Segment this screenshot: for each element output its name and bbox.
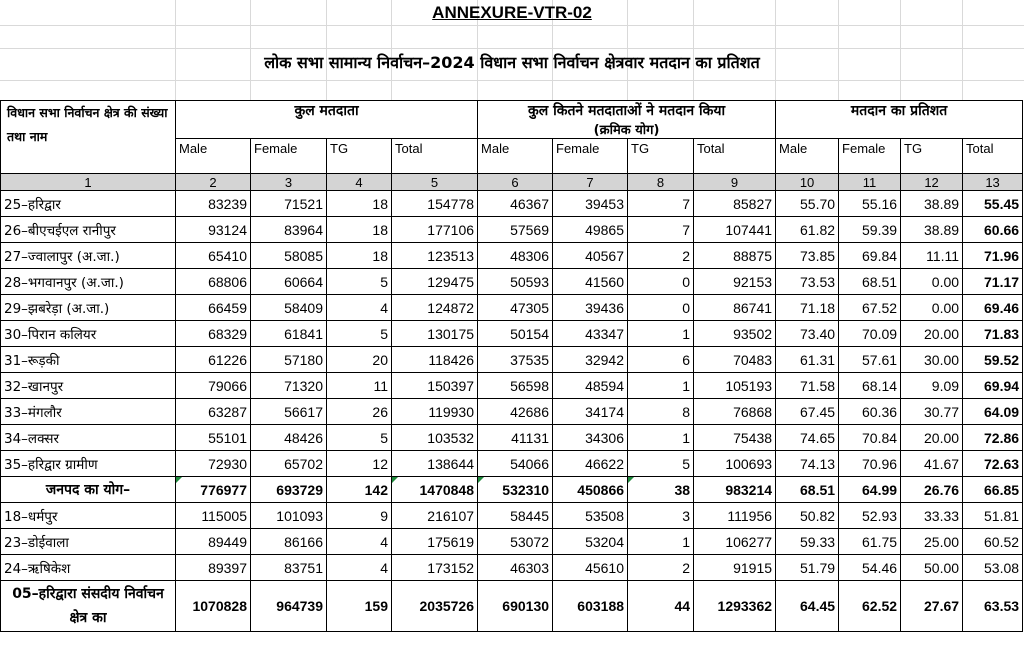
value-cell: 1 <box>628 373 694 399</box>
page-title <box>0 0 1024 25</box>
value-cell: 85827 <box>694 191 776 217</box>
value-cell: 39453 <box>553 191 628 217</box>
value-cell: 66.85 <box>963 477 1023 503</box>
value-cell: 58409 <box>251 295 327 321</box>
column-number-cell: 3 <box>251 174 327 191</box>
value-cell: 4 <box>327 295 392 321</box>
value-cell: 60.66 <box>963 217 1023 243</box>
value-cell: 9 <box>327 503 392 529</box>
value-cell: 50.82 <box>776 503 839 529</box>
value-cell: 159 <box>327 581 392 632</box>
value-cell: 70.09 <box>839 321 901 347</box>
value-cell: 69.84 <box>839 243 901 269</box>
value-cell: 61.75 <box>839 529 901 555</box>
table-row <box>1 347 1023 373</box>
value-cell: 61226 <box>176 347 251 373</box>
table-row <box>1 555 1023 581</box>
value-cell: 150397 <box>392 373 478 399</box>
column-number-cell: 11 <box>839 174 901 191</box>
value-cell: 73.85 <box>776 243 839 269</box>
value-cell: 11 <box>327 373 392 399</box>
value-cell: 60.52 <box>963 529 1023 555</box>
column-number-cell: 9 <box>694 174 776 191</box>
value-cell: 51.79 <box>776 555 839 581</box>
value-cell: 1 <box>628 529 694 555</box>
value-cell: 93124 <box>176 217 251 243</box>
value-cell: 1070828 <box>176 581 251 632</box>
value-cell: 83964 <box>251 217 327 243</box>
value-cell: 38 <box>628 477 694 503</box>
value-cell: 92153 <box>694 269 776 295</box>
value-cell: 69.46 <box>963 295 1023 321</box>
value-cell: 74.13 <box>776 451 839 477</box>
value-cell: 450866 <box>553 477 628 503</box>
value-cell: 103532 <box>392 425 478 451</box>
column-number-cell: 5 <box>392 174 478 191</box>
value-cell: 100693 <box>694 451 776 477</box>
constituency-name-cell: 18–धर्मपुर <box>1 503 176 529</box>
subheader-cell: TG <box>327 139 392 174</box>
value-cell: 60664 <box>251 269 327 295</box>
table-row <box>1 503 1023 529</box>
value-cell: 59.33 <box>776 529 839 555</box>
value-cell: 32942 <box>553 347 628 373</box>
value-cell: 70.84 <box>839 425 901 451</box>
value-cell: 61841 <box>251 321 327 347</box>
value-cell: 72.86 <box>963 425 1023 451</box>
value-cell: 8 <box>628 399 694 425</box>
value-cell: 46622 <box>553 451 628 477</box>
page-title-text: ANNEXURE-VTR-02 <box>432 3 592 22</box>
constituency-name-cell: 31–रूड़की <box>1 347 176 373</box>
constituency-name-cell: 29–झबरेड़ा (अ.जा.) <box>1 295 176 321</box>
value-cell: 66459 <box>176 295 251 321</box>
subheader-cell: TG <box>901 139 963 174</box>
value-cell: 25.00 <box>901 529 963 555</box>
table-row <box>1 295 1023 321</box>
header-column-numbers <box>1 174 1023 191</box>
constituency-name-cell: 05–हरिद्वारा संसदीय निर्वाचन क्षेत्र का <box>1 581 176 632</box>
value-cell: 38.89 <box>901 217 963 243</box>
value-cell: 175619 <box>392 529 478 555</box>
value-cell: 68.51 <box>839 269 901 295</box>
value-cell: 63.53 <box>963 581 1023 632</box>
value-cell: 62.52 <box>839 581 901 632</box>
value-cell: 55101 <box>176 425 251 451</box>
value-cell: 532310 <box>478 477 553 503</box>
value-cell: 142 <box>327 477 392 503</box>
subheader-cell: Female <box>839 139 901 174</box>
value-cell: 45610 <box>553 555 628 581</box>
value-cell: 74.65 <box>776 425 839 451</box>
column-number-cell: 2 <box>176 174 251 191</box>
column-number-cell: 6 <box>478 174 553 191</box>
subheader-cell: TG <box>628 139 694 174</box>
value-cell: 4 <box>327 529 392 555</box>
value-cell: 55.45 <box>963 191 1023 217</box>
value-cell: 71.17 <box>963 269 1023 295</box>
value-cell: 70483 <box>694 347 776 373</box>
subheader-cell: Male <box>176 139 251 174</box>
value-cell: 7 <box>628 191 694 217</box>
column-number-cell: 10 <box>776 174 839 191</box>
value-cell: 26 <box>327 399 392 425</box>
value-cell: 1293362 <box>694 581 776 632</box>
value-cell: 50.00 <box>901 555 963 581</box>
value-cell: 12 <box>327 451 392 477</box>
value-cell: 30.77 <box>901 399 963 425</box>
value-cell: 983214 <box>694 477 776 503</box>
value-cell: 0 <box>628 269 694 295</box>
header-turnout-percent: मतदान का प्रतिशत <box>776 101 1023 139</box>
value-cell: 75438 <box>694 425 776 451</box>
value-cell: 79066 <box>176 373 251 399</box>
value-cell: 48594 <box>553 373 628 399</box>
value-cell: 6 <box>628 347 694 373</box>
value-cell: 11.11 <box>901 243 963 269</box>
value-cell: 71.58 <box>776 373 839 399</box>
value-cell: 964739 <box>251 581 327 632</box>
value-cell: 86741 <box>694 295 776 321</box>
value-cell: 59.39 <box>839 217 901 243</box>
table-row <box>1 451 1023 477</box>
constituency-name-cell: 25–हरिद्वार <box>1 191 176 217</box>
subheader-cell: Male <box>478 139 553 174</box>
value-cell: 52.93 <box>839 503 901 529</box>
value-cell: 65410 <box>176 243 251 269</box>
value-cell: 56617 <box>251 399 327 425</box>
constituency-name-cell: 24–ऋषिकेश <box>1 555 176 581</box>
value-cell: 118426 <box>392 347 478 373</box>
value-cell: 71.96 <box>963 243 1023 269</box>
value-cell: 47305 <box>478 295 553 321</box>
value-cell: 18 <box>327 191 392 217</box>
value-cell: 61.82 <box>776 217 839 243</box>
table-row <box>1 373 1023 399</box>
value-cell: 38.89 <box>901 191 963 217</box>
value-cell: 106277 <box>694 529 776 555</box>
table-row <box>1 269 1023 295</box>
header-votes-cast-title: कुल कितने मतदाताओं ने मतदान किया <box>527 103 726 119</box>
value-cell: 72.63 <box>963 451 1023 477</box>
value-cell: 91915 <box>694 555 776 581</box>
value-cell: 57.61 <box>839 347 901 373</box>
value-cell: 88875 <box>694 243 776 269</box>
value-cell: 64.45 <box>776 581 839 632</box>
value-cell: 68329 <box>176 321 251 347</box>
value-cell: 2 <box>628 243 694 269</box>
value-cell: 53.08 <box>963 555 1023 581</box>
value-cell: 71320 <box>251 373 327 399</box>
value-cell: 40567 <box>553 243 628 269</box>
value-cell: 83751 <box>251 555 327 581</box>
column-number-cell: 12 <box>901 174 963 191</box>
value-cell: 30.00 <box>901 347 963 373</box>
value-cell: 68.14 <box>839 373 901 399</box>
value-cell: 57180 <box>251 347 327 373</box>
page-subtitle: लोक सभा सामान्य निर्वाचन–2024 विधान सभा निर्वाचन क्षेत्रवार मतदान का प्रतिशत <box>264 53 760 72</box>
value-cell: 71.18 <box>776 295 839 321</box>
value-cell: 48306 <box>478 243 553 269</box>
column-number-cell: 7 <box>553 174 628 191</box>
value-cell: 76868 <box>694 399 776 425</box>
value-cell: 53072 <box>478 529 553 555</box>
value-cell: 41560 <box>553 269 628 295</box>
value-cell: 64.99 <box>839 477 901 503</box>
value-cell: 51.81 <box>963 503 1023 529</box>
header-votes-cast-subtitle: (क्रमिक योग) <box>593 123 660 138</box>
value-cell: 119930 <box>392 399 478 425</box>
subheader-cell: Total <box>694 139 776 174</box>
value-cell: 2 <box>628 555 694 581</box>
column-number-cell: 13 <box>963 174 1023 191</box>
constituency-name-cell: 33–मंगलौर <box>1 399 176 425</box>
value-cell: 37535 <box>478 347 553 373</box>
value-cell: 67.52 <box>839 295 901 321</box>
subheader-cell: Total <box>392 139 478 174</box>
value-cell: 67.45 <box>776 399 839 425</box>
value-cell: 177106 <box>392 217 478 243</box>
value-cell: 72930 <box>176 451 251 477</box>
value-cell: 18 <box>327 217 392 243</box>
value-cell: 86166 <box>251 529 327 555</box>
value-cell: 50593 <box>478 269 553 295</box>
value-cell: 93502 <box>694 321 776 347</box>
value-cell: 55.70 <box>776 191 839 217</box>
value-cell: 124872 <box>392 295 478 321</box>
value-cell: 776977 <box>176 477 251 503</box>
value-cell: 59.52 <box>963 347 1023 373</box>
value-cell: 63287 <box>176 399 251 425</box>
column-number-cell: 1 <box>1 174 176 191</box>
subheader-cell: Female <box>251 139 327 174</box>
value-cell: 26.76 <box>901 477 963 503</box>
constituency-name-cell: 35–हरिद्वार ग्रामीण <box>1 451 176 477</box>
value-cell: 138644 <box>392 451 478 477</box>
value-cell: 3 <box>628 503 694 529</box>
value-cell: 27.67 <box>901 581 963 632</box>
value-cell: 5 <box>628 451 694 477</box>
value-cell: 1470848 <box>392 477 478 503</box>
constituency-name-cell: 23–डोईवाला <box>1 529 176 555</box>
value-cell: 173152 <box>392 555 478 581</box>
header-total-voters: कुल मतदाता <box>176 101 478 139</box>
value-cell: 20.00 <box>901 425 963 451</box>
value-cell: 48426 <box>251 425 327 451</box>
value-cell: 603188 <box>553 581 628 632</box>
constituency-name-cell: जनपद का योग– <box>1 477 176 503</box>
value-cell: 56598 <box>478 373 553 399</box>
value-cell: 115005 <box>176 503 251 529</box>
subheader-cell: Total <box>963 139 1023 174</box>
constituency-name-cell: 27–ज्वालापुर (अ.जा.) <box>1 243 176 269</box>
value-cell: 33.33 <box>901 503 963 529</box>
value-cell: 1 <box>628 425 694 451</box>
constituency-name-cell: 28–भगवानपुर (अ.जा.) <box>1 269 176 295</box>
value-cell: 41.67 <box>901 451 963 477</box>
value-cell: 107441 <box>694 217 776 243</box>
value-cell: 9.09 <box>901 373 963 399</box>
value-cell: 1 <box>628 321 694 347</box>
header-votes-cast <box>478 101 776 139</box>
constituency-name-cell: 32–खानपुर <box>1 373 176 399</box>
value-cell: 34306 <box>553 425 628 451</box>
value-cell: 690130 <box>478 581 553 632</box>
value-cell: 89397 <box>176 555 251 581</box>
column-number-cell: 4 <box>327 174 392 191</box>
value-cell: 64.09 <box>963 399 1023 425</box>
value-cell: 5 <box>327 321 392 347</box>
value-cell: 68806 <box>176 269 251 295</box>
value-cell: 0.00 <box>901 295 963 321</box>
value-cell: 111956 <box>694 503 776 529</box>
value-cell: 216107 <box>392 503 478 529</box>
subheader-cell: Male <box>776 139 839 174</box>
value-cell: 61.31 <box>776 347 839 373</box>
value-cell: 2035726 <box>392 581 478 632</box>
table-row <box>1 425 1023 451</box>
constituency-name-cell: 34–लक्सर <box>1 425 176 451</box>
value-cell: 70.96 <box>839 451 901 477</box>
value-cell: 58445 <box>478 503 553 529</box>
value-cell: 20 <box>327 347 392 373</box>
value-cell: 130175 <box>392 321 478 347</box>
value-cell: 68.51 <box>776 477 839 503</box>
value-cell: 7 <box>628 217 694 243</box>
value-cell: 18 <box>327 243 392 269</box>
constituency-name-cell: 26–बीएचईएल रानीपुर <box>1 217 176 243</box>
subheader-cell: Female <box>553 139 628 174</box>
value-cell: 89449 <box>176 529 251 555</box>
value-cell: 0.00 <box>901 269 963 295</box>
value-cell: 693729 <box>251 477 327 503</box>
value-cell: 44 <box>628 581 694 632</box>
value-cell: 0 <box>628 295 694 321</box>
gridline <box>0 25 1024 26</box>
table-row <box>1 399 1023 425</box>
column-number-cell: 8 <box>628 174 694 191</box>
turnout-table <box>0 100 1023 632</box>
gridline <box>0 80 1024 81</box>
value-cell: 83239 <box>176 191 251 217</box>
value-cell: 69.94 <box>963 373 1023 399</box>
value-cell: 60.36 <box>839 399 901 425</box>
value-cell: 123513 <box>392 243 478 269</box>
value-cell: 55.16 <box>839 191 901 217</box>
header-constituency: विधान सभा निर्वाचन क्षेत्र की संख्या तथा नाम <box>1 101 176 174</box>
value-cell: 154778 <box>392 191 478 217</box>
value-cell: 41131 <box>478 425 553 451</box>
table-row <box>1 217 1023 243</box>
value-cell: 54.46 <box>839 555 901 581</box>
value-cell: 71521 <box>251 191 327 217</box>
value-cell: 105193 <box>694 373 776 399</box>
value-cell: 73.40 <box>776 321 839 347</box>
constituency-name-cell: 30–पिरान कलियर <box>1 321 176 347</box>
value-cell: 54066 <box>478 451 553 477</box>
value-cell: 71.83 <box>963 321 1023 347</box>
table-row <box>1 529 1023 555</box>
grand-total-row <box>1 581 1023 632</box>
table-row <box>1 243 1023 269</box>
table-row <box>1 321 1023 347</box>
value-cell: 5 <box>327 269 392 295</box>
value-cell: 46367 <box>478 191 553 217</box>
value-cell: 39436 <box>553 295 628 321</box>
value-cell: 4 <box>327 555 392 581</box>
value-cell: 42686 <box>478 399 553 425</box>
value-cell: 53508 <box>553 503 628 529</box>
value-cell: 49865 <box>553 217 628 243</box>
value-cell: 53204 <box>553 529 628 555</box>
value-cell: 34174 <box>553 399 628 425</box>
value-cell: 101093 <box>251 503 327 529</box>
value-cell: 5 <box>327 425 392 451</box>
value-cell: 58085 <box>251 243 327 269</box>
value-cell: 73.53 <box>776 269 839 295</box>
value-cell: 50154 <box>478 321 553 347</box>
value-cell: 43347 <box>553 321 628 347</box>
table-row <box>1 191 1023 217</box>
value-cell: 57569 <box>478 217 553 243</box>
value-cell: 65702 <box>251 451 327 477</box>
value-cell: 129475 <box>392 269 478 295</box>
district-total-row <box>1 477 1023 503</box>
value-cell: 20.00 <box>901 321 963 347</box>
value-cell: 46303 <box>478 555 553 581</box>
